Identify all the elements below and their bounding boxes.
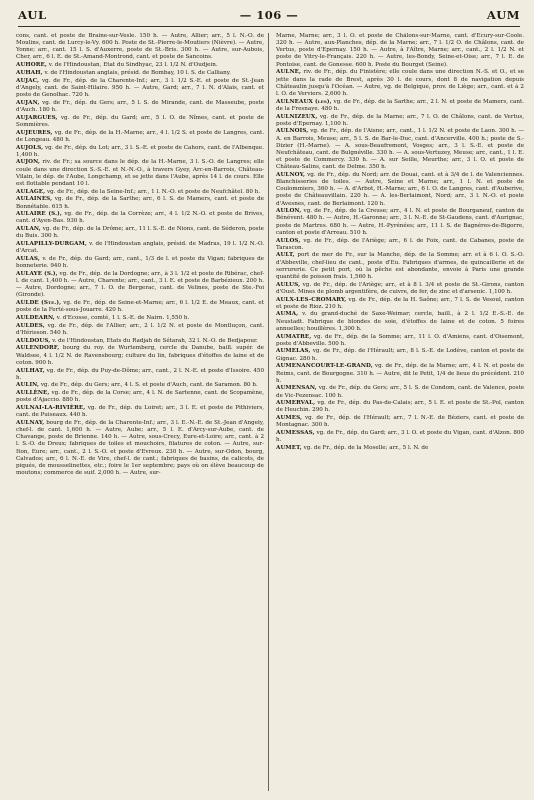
entry-definition: vg. de Fr., dép. de la Creuse; arr., 4 l. N. et poste de Bourganeuf, canton de Bénévent. 480 h. — Autre, H.-Garonne; arr., 3 l. N.-E. de St-Gaudens, cant. d'Aurignac, poste de Martres. 680 h. — Autre, H.-Pyrénées; arr., 11 l. S. de Bagnères-de-Bigorre, canton et poste d'Arreau. 510 h.: [276, 208, 524, 236]
entry-headword: AUJAC,: [16, 77, 40, 84]
dictionary-entry: [276, 400, 524, 414]
entry-definition: v. du grand-duché de Saxe-Weimar; cercle, baill., à 2 l. 1/2 E.-S.-E. de Neustadt. Fabrique de blondes de soie, d'étoffes de laine et de coton. 5 foires annuelles; houillères. 1,300 h.: [276, 311, 524, 332]
dictionary-entry: [16, 420, 264, 477]
entry-definition: vg. de Fr., dép. de l'Hérault; arr., 7 l. N.-E. de Béziers, cant. et poste de Montagnac. 300 h.: [276, 415, 524, 429]
entry-definition: bourg de Fr., dép. de la Charente-Inf.; arr., 3 l. E.-N.-E. de St.-Jean d'Angely, chef-l. de cant. 1,600 h. — Autre, Aube; arr., 5 l. E. d'Arcy-sur-Aube, cant. de Chavange, poste de Brienne. 140 h. — Autre, sous-Crecy, Eure-et-Loire; arr., cant. à 2 l. S.-O. de Dreux; fabriques de toiles et mouchoirs, filatures de coton. — Autre, sur-Iton, Eure; arr., cant., 2 l. S.-O. et poste d'Evreux. 230 h. — Autre, sur-Odon, bourg, Calvados; arr., 6 l. N.-E. de Vire, chef-l. de cant.; fabriques de basins, de calicots, de piqués, de mousselinettes, etc.; foire le 1er septembre; pays où on élève beaucoup de moutons; commerce de suif. 2,000 h. — Autre, sur-: [16, 419, 264, 477]
entry-definition: riv. de Fr.; sa source dans le dép. de la H.-Marne, 3 l. S.-O. de Langres; elle coule dans une direction S.-S.-E. et N.-N.-O., à travers Gyey, Arc-en-Barrois, Château-Vilain, le dép. de l'Aube, Longchamp, et se jette dans l'Aube, après 14 l. de cours. Elle est flottable pendant 10 l.: [16, 159, 264, 187]
dictionary-entry: [16, 62, 264, 69]
entry-headword: AUMENSAN,: [276, 385, 317, 392]
entry-headword: AULNIZEUX,: [276, 113, 318, 120]
dictionary-entry: [16, 256, 264, 270]
entry-headword: AULX-LES-CROMARY,: [276, 296, 347, 303]
dictionary-entry: [276, 33, 524, 69]
entry-definition: vg. de Fr., dép. de Seine-et-Marne; arr., 6 l. 1/2 E. de Meaux, cant. et poste de la Ferté-sous-Jouarre. 420 h.: [16, 300, 264, 314]
entry-headword: AULNOY,: [276, 171, 306, 178]
entry-definition: vg. de Fr., dép. du Lot; arr., 3 l. S.-E. et poste de Cahors, cant. de l'Albenque. 1,400 h.: [16, 144, 264, 158]
entry-definition: vg. de Fr., dép. de l'Ariège; arr., 6 l. de Foix, cant. de Cabanes, poste de Tarascon.: [276, 237, 524, 251]
entry-definition: cons, cant. et poste de Braine-sur-Vesle. 150 h. — Autre, Allier; arr., 5 l. N.-O. de Moulins, cant. de Lurcy-le-Vy. 600 h. Poste de St.-Pierre-le-Moutiers (Nièvre). — Autre, Yonne; arr., cant. 15 l. S. d'Auxerre, poste de St.-Bris. 300 h. — Autre, sur-Aubois, Cher, arr., 6 l. E. de St.-Amand-Montrond, cant. et poste de Sancoins.: [16, 33, 264, 61]
entry-headword: AULNOIS,: [276, 128, 309, 135]
entry-headword: AULAIRE (S.),: [16, 211, 62, 218]
entry-headword: AULHAT,: [16, 367, 45, 374]
entry-headword: AUMA,: [276, 311, 299, 318]
entry-definition: vg. de Fr., dép. du Loiret; arr., 3 l. E. et poste de Pithiviers, cant. de Puiseaux. 440 h.: [16, 405, 264, 419]
entry-definition: vg. de Fr., dép. de l'Aisne; arr., cant., 1 l. 1/2 N. et poste de Laon. 300 h. — A. en Barrois, Meuse; arr., 5 l. S. de Bar-le-Duc, cant. d'Ancerville. 400 h.; poste de S.-Dizier (H.-Marne). — A. sous-Beaufremont, Vosges; arr., 3 l. S.-E. et poste de Neufchâteau, cant. de Bulgnéville. 330 h. — A. sous-Vertuzey, Meuse; arr., cant., 1 l. E. et poste de Commercy. 330 h. — A. sur Seille, Meurthe; arr., 3 l. O. et poste de Château-Salins, cant. de Delme. 350 h.: [276, 128, 524, 171]
dictionary-entry: [276, 363, 524, 384]
entry-definition: vg. de Fr., dép. de la Sarthe; arr., 2 l. N. et poste de Mamers, cant. de la Fresnaye. 480 h.: [276, 98, 524, 112]
dictionary-entry: [276, 69, 524, 98]
dictionary-entry: [276, 238, 524, 252]
entry-headword: AULDOUS,: [16, 337, 51, 344]
entry-definition: vg. de Fr., dép. de la H.-Marne; arr., 4 l. 1/2 S. et poste de Langres, cant. de Longeau. 480 h.: [16, 129, 264, 143]
entry-headword: AULNAI-LA-RIVIÈRE,: [16, 405, 86, 412]
entry-definition: vg. de Fr., dép. du Gers; arr., 4 l. S. et poste d'Auch, cant. de Saramon. 80 h.: [40, 382, 258, 389]
entry-definition: bourg du roy. de Wurtemberg, cercle du Danube, baill. supér. de Waldsee, 4 l. 1/2 N. de Ravensbourg; culture du lin, fabriques d'étoffes de laine et de coton. 900 h.: [16, 345, 264, 366]
entry-definition: vg. de Fr., dép. de la Drôme; arr., 11 l. S.-E. de Nions, cant. de Séderon, poste du Buis. 300 h.: [16, 226, 264, 240]
dictionary-entry: [276, 385, 524, 399]
entry-headword: AULAGE,: [16, 188, 46, 195]
header-left-guide-word: AUL: [18, 8, 47, 22]
entry-headword: AULON,: [276, 208, 302, 215]
page-number: — 106 —: [239, 8, 299, 22]
entry-definition: v. de l'Hindoustan, Etats du Radjah de Sétarah, 32 l. N.-O. de Bedjapour.: [52, 337, 258, 344]
dictionary-entry: [276, 252, 524, 281]
entry-definition: v. d'Ecosse, comté, 1 l. S.-E. de Nairn. 1,550 h.: [56, 315, 190, 322]
entry-headword: AUMELAS,: [276, 348, 311, 355]
dictionary-entry: [16, 338, 264, 345]
entry-headword: AULUS,: [276, 281, 301, 288]
dictionary-entry: [276, 99, 524, 113]
dictionary-entry: [276, 311, 524, 332]
entry-definition: vg. de Fr., dép. de la H. Saône; arr., 7 l. S. de Vesoul, canton et poste de Rioz. 210 h.: [276, 296, 524, 310]
entry-definition: vg. de Fr., dép. du Gers; arr., 5 l. S. de Condom, cant. de Valence, poste de Vic-Fezensac. 100 h.: [276, 385, 524, 399]
entry-definition: vg. de Fr., dép. du Nord; arr. de Douai, cant. et à 3/4 de l. de Valenciennes. Blanchisseries de toiles. — Autre, Seine et Marne; arr., 1 l. N. et poste de Coulommiers, 360 h. — A. d'Arbot, H.-Marne; arr., 6 l. O. de Langres, cant. d'Auberive, poste de Châteauvillain. 220 h. — A. les-Berlaimont, Nord; arr., 3 l. N.-O. et poste d'Avesnes, cant. de Berlaimont. 120 h.: [276, 171, 524, 207]
dictionary-entry: [16, 78, 264, 99]
dictionary-entry: [276, 114, 524, 128]
entry-headword: AUJON,: [16, 159, 41, 166]
dictionary-entry: [16, 390, 264, 404]
entry-definition: v. de l'Hindoustan, Etat du Sindhyac, 23 l. 1/2 N. d'Oudjein.: [48, 62, 218, 69]
dictionary-entry: [276, 282, 524, 296]
dictionary-entry: [276, 348, 524, 362]
entry-definition: vg. de Fr., dép. de la Seine-Inf.; arr., 1 l. N.-O. et poste de Neufchâtel. 80 h.: [46, 188, 261, 195]
entry-headword: AUHAH,: [16, 69, 43, 76]
entry-headword: AULAPILLY-DURGAM,: [16, 241, 87, 248]
entry-headword: AULT,: [276, 252, 295, 259]
entry-definition: vg. de Fr., dép. de l'Ariège; arr., et à 8 l. 3/4 et poste de St.-Girons, canton d'Oust. Mines de plomb argentifère, de cuivre, de fer, de zinc et d'arsenic. 1,100 h.: [276, 281, 524, 295]
entry-headword: AULDEARN,: [16, 315, 55, 322]
entry-headword: AUJOLS,: [16, 144, 44, 151]
entry-headword: AULAINES,: [16, 196, 53, 203]
entry-headword: AULAYE (S.),: [16, 270, 58, 277]
entry-definition: Marne, Marne; arr., 3 l. O. et poste de Châlons-sur-Marne, cant. d'Ecury-sur-Coole. 320 h. — Autre, aux-Planches, dép. de la Marne; arr., 7 l. 1/2 O. de Châlons, cant. de Vertus, poste d'Epernay. 150 h. — Autre, à l'Aître, Marne; arr., cant., 2 l. 1/2 N. et poste de Vitry-le-Français. 220 h. — Autre, les-Bondy, Seine-et-Oise; arr., 7 l. E. de Pontoise, cant. de Gonesse. 600 h. Poste du Bourget (Seine).: [276, 33, 524, 68]
left-column: [16, 33, 264, 793]
entry-definition: vg. de Fr., dép. du Gers; arr., 5 l. S. de Mirande, cant. de Masseube, poste d'Auch. 180 h.: [16, 99, 264, 113]
right-column: [276, 33, 524, 793]
dictionary-entry: [276, 172, 524, 208]
entry-headword: AULAS,: [16, 256, 40, 262]
dictionary-entry: [16, 315, 264, 322]
entry-definition: vg. de Fr., dép. de la Marne; arr., 7 l. O. de Châlons, cant. de Vertus, poste d'Epernay. 1,100 h.: [276, 113, 524, 127]
entry-headword: AUJEURES,: [16, 129, 53, 136]
dictionary-entry: [16, 159, 264, 188]
header-right-guide-word: AUM: [486, 8, 520, 22]
entry-definition: vg. de Fr., dép. de la Somme; arr., 11 l. O. d'Amiens, cant. d'Oisemont, poste d'Abbeville. 500 h.: [276, 333, 524, 347]
dictionary-entry: [16, 211, 264, 225]
dictionary-entry: [16, 323, 264, 337]
dictionary-entry: [16, 368, 264, 382]
entry-headword: AULAN,: [16, 226, 41, 233]
entry-headword: AUMES,: [276, 415, 303, 422]
entry-definition: vg. de Fr., dép. du Puy-de-Dôme; arr., cant., 2 l. N.-E. et poste d'Issoire. 450 h.: [16, 367, 264, 381]
entry-headword: AULDES,: [16, 322, 45, 329]
dictionary-entry: [16, 130, 264, 144]
entry-headword: AULLÈNE,: [16, 390, 50, 397]
dictionary-entry: [276, 430, 524, 444]
column-divider: [268, 33, 269, 791]
dictionary-entry: [16, 382, 264, 389]
entry-definition: vg. de Fr., dép. de la Dordogne; arr., à 3 l. 1/2 et poste de Ribérac, chef-l. de cant. 1,400 h. — Autre, Charente; arr., cant., 3 l. E. et poste de Barbézieux. 200 h. — Autre, Dordogne; arr., 7 l. O. de Bergerac, cant. de Velines, poste de Ste.-Foi (Gironde).: [16, 270, 264, 299]
dictionary-entry: [16, 70, 264, 77]
dictionary-entry: [276, 415, 524, 429]
dictionary-entry: [16, 33, 264, 62]
dictionary-entry: [16, 100, 264, 114]
entry-headword: AUJAN,: [16, 99, 40, 106]
entry-headword: AUMESSAS,: [276, 430, 315, 437]
entry-definition: riv. de Fr., dép. du Finistère; elle coule dans une direction N.-S. et O., et se jette dans la rade de Brest, après 30 l. de cours, dont 8 de navigation depuis Châteaulin jusqu'à l'Océan. — Autre, vg. de Belgique, prov. de Liège; arr., cant. et à 2 l. O. de Verviers. 2,600 h.: [276, 69, 524, 97]
entry-headword: AULNE,: [276, 69, 302, 76]
entry-headword: AULIN,: [16, 382, 40, 389]
entry-definition: v. de Fr., dép. du Gard; arr., cant., 1/3 de l. et poste du Vigan; fabriques de bonneterie. 940 h.: [16, 256, 264, 270]
dictionary-entry: [16, 145, 264, 159]
entry-definition: v. de l'Hindoustan anglais, présid. de Madras, 19 l. 1/2 N.-O. d'Arcat.: [16, 241, 264, 255]
dictionary-entry: [276, 297, 524, 311]
entry-headword: AUMET,: [276, 445, 302, 452]
entry-definition: vg. de Fr., dép. du Gard; arr., 3 l. O. et poste du Vigan, cant. d'Alzon. 800 h.: [276, 430, 524, 444]
dictionary-entry: [16, 345, 264, 366]
dictionary-entry: [16, 189, 264, 196]
page-header: [18, 8, 520, 27]
entry-headword: AUMERVAL,: [276, 400, 316, 407]
dictionary-entry: [16, 226, 264, 240]
entry-headword: AUJARGUES,: [16, 114, 58, 121]
entry-headword: AUMENANCOURT-LE-GRAND,: [276, 363, 373, 370]
dictionary-entry: [16, 271, 264, 300]
dictionary-entry: [276, 334, 524, 348]
entry-headword: AULDE (Ste.),: [16, 300, 62, 307]
entry-definition: port de mer de Fr., sur la Manche, dép. de la Somme; arr. et à 6 l. O. S.-O. d'Abbeville, chef-lieu de cant., poste d'Eu. Fabriques d'armes, de quincaillerie et de serrurerie. Ce petit port, où la pêche est abondante, envoie à Paris une grande quantité de poisson frais. 1,560 h.: [276, 252, 524, 280]
dictionary-entry: [276, 445, 524, 452]
entry-definition: vg. de Fr., dép. de la Charente-Inf.; arr., 3 l. 1/2 S.-E. et poste de St.-Jean d'Angely, cant. de Saint-Hilaire. 950 h. — Autre, Gard; arr., 7 l. N. d'Alais, cant. et poste de Genolhac. 720 h.: [16, 77, 264, 99]
dictionary-entry: [16, 115, 264, 129]
entry-headword: AULNAY,: [16, 419, 45, 426]
entry-headword: AUMATRE,: [276, 333, 312, 340]
dictionary-entry: [16, 241, 264, 255]
entry-definition: vg. de Fr., dép. de l'Hérault; arr., 8 l. S.-E. de Lodève, canton et poste de Gignac. 280 h.: [276, 348, 524, 362]
dictionary-entry: [16, 300, 264, 314]
dictionary-entry: [276, 128, 524, 171]
entry-definition: v. de l'Hindoustan anglais, présid. de Bombay, 10 l. S. de Calliany.: [44, 69, 231, 76]
entry-definition: vg. de Fr., dép. du Gard; arr., 5 l. O. de Nîmes, cant. et poste de Sommières.: [16, 114, 264, 128]
entry-headword: AULNEAUX (les),: [276, 98, 332, 105]
entry-definition: vg. de Fr., dép. de la Sarthe; arr., 6 l. S. de Mamers, cant. et poste de Bonnétable. 615 h.: [16, 196, 264, 210]
entry-headword: AUHORE,: [16, 62, 47, 69]
entry-definition: vg. de Fr., dép. de la Corse; arr., 4 l. N. de Sartenne, cant. de Scopamène, poste d'Ajaccio. 880 h.: [16, 390, 264, 404]
dictionary-entry: [276, 208, 524, 237]
entry-definition: vg. de Fr., dép. de la Marne; arr., 4 l. N. et poste de Reims, cant. de Bourgogne. 310 h. — Autre, dit le Petit, 1/4 de lieue du précédent. 210 h.: [276, 363, 524, 384]
entry-definition: vg. de Fr., dép. du Pas-de-Calais; arr., 5 l. E. et poste de St.-Pol, canton de Heuchin. 290 h.: [276, 400, 524, 414]
entry-definition: vg. de Fr., dép. de la Moselle; arr., 5 l. N. de: [303, 445, 429, 452]
entry-definition: vg. de Fr., dép. de l'Allier; arr., 2 l. 1/2 N. et poste de Montluçon, cant. d'Hérisson. 540 h.: [16, 322, 264, 336]
dictionary-entry: [16, 196, 264, 210]
entry-headword: AULENDORF,: [16, 345, 60, 352]
entry-headword: AULOS,: [276, 237, 301, 244]
dictionary-entry: [16, 405, 264, 419]
entry-definition: vg. de Fr., dép. de la Corrèze; arr., 4 l. 1/2 N.-O. et poste de Brives, cant. d'Ayen-Bas. 930 h.: [16, 211, 264, 225]
